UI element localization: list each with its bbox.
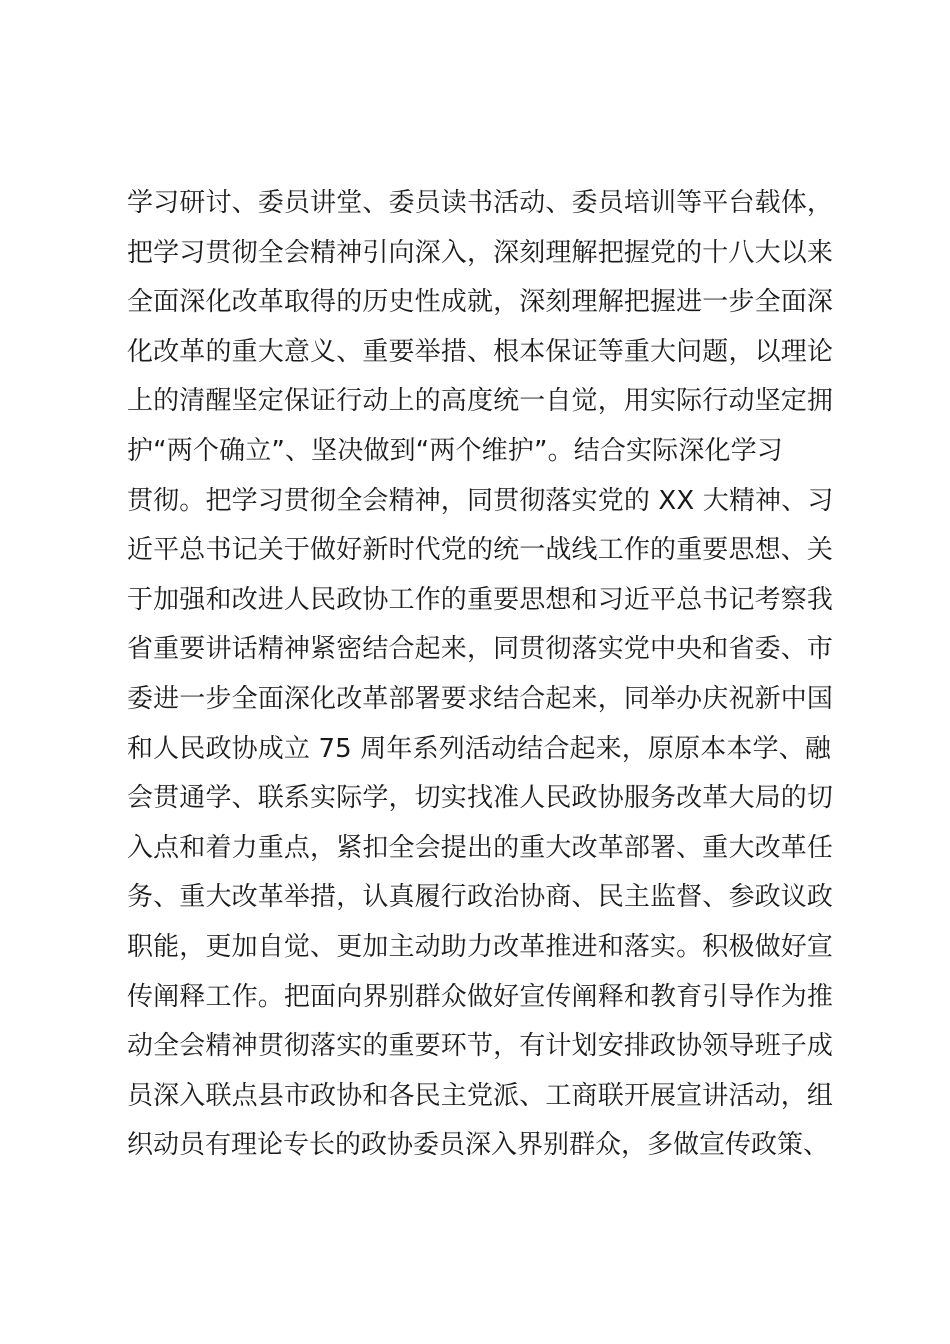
- text-line: 委进一步全面深化改革部署要求结合起来，同举办庆祝新中国: [127, 683, 834, 714]
- text-line: 贯彻。把学习贯彻全会精神，同贯彻落实党的 XX 大精神、习: [127, 485, 834, 516]
- text-line: 把学习贯彻全会精神引向深入，深刻理解把握党的十八大以来: [127, 237, 834, 268]
- text-line: 上的清醒坚定保证行动上的高度统一自觉，用实际行动坚定拥: [127, 386, 834, 417]
- text-line: 学习研讨、委员讲堂、委员读书活动、委员培训等平台载体，: [127, 188, 834, 218]
- text-line: 传阐释工作。把面向界别群众做好宣传阐释和教育引导作为推: [127, 981, 834, 1012]
- text-line: 化改革的重大意义、重要举措、根本保证等重大问题，以理论: [127, 336, 834, 367]
- text-line: 于加强和改进人民政协工作的重要思想和习近平总书记考察我: [127, 584, 834, 615]
- text-line: 和人民政协成立 75 周年系列活动结合起来，原原本本学、融: [127, 733, 831, 764]
- text-line: 动全会精神贯彻落实的重要环节，有计划安排政协领导班子成: [127, 1031, 834, 1062]
- text-line: 织动员有理论专长的政协委员深入界别群众，多做宣传政策、: [127, 1130, 830, 1161]
- text-line: 省重要讲话精神紧密结合起来，同贯彻落实党中央和省委、市: [127, 634, 834, 665]
- text-line: 会贯通学、联系实际学，切实找准人民政协服务改革大局的切: [127, 783, 834, 814]
- text-line: 近平总书记关于做好新时代党的统一战线工作的重要思想、关: [127, 535, 834, 566]
- text-line: 职能，更加自觉、更加主动助力改革推进和落实。积极做好宣: [127, 931, 834, 962]
- body-paragraph: [127, 179, 847, 1171]
- text-line: 员深入联点县市政协和各民主党派、工商联开展宣讲活动，组: [127, 1080, 834, 1111]
- text-line: 入点和着力重点，紧扣全会提出的重大改革部署、重大改革任: [127, 832, 834, 863]
- text-line: 务、重大改革举措，认真履行政治协商、民主监督、参政议政: [127, 882, 834, 913]
- text-line: 全面深化改革取得的历史性成就，深刻理解把握进一步全面深: [127, 287, 834, 318]
- text-line: 护“两个确立”、坚决做到“两个维护”。结合实际深化学习: [127, 435, 783, 466]
